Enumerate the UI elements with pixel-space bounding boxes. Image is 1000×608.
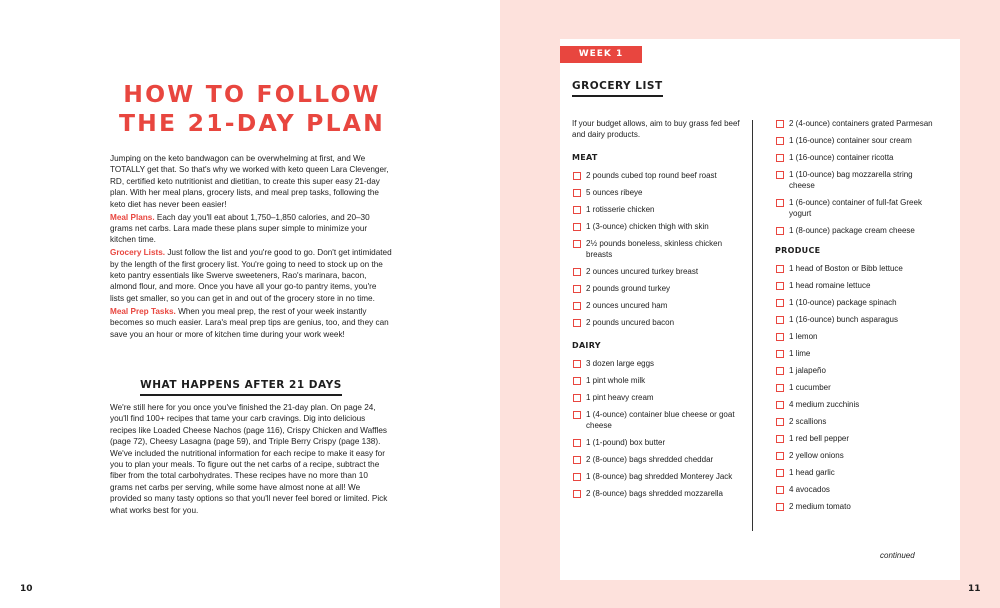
grocery-item-label: 2 pounds ground turkey (586, 284, 671, 293)
grocery-item[interactable] (572, 454, 740, 465)
grocery-item-label: 1 (8-ounce) bag shredded Monterey Jack (586, 472, 733, 481)
grocery-item-label: 2½ pounds boneless, skinless chicken breasts (586, 239, 723, 259)
grocery-item[interactable] (775, 297, 935, 308)
grocery-lists-label: Grocery Lists. (110, 248, 166, 258)
grocery-item[interactable] (775, 314, 935, 325)
grocery-item-label: 1 pint heavy cream (586, 393, 654, 402)
grocery-item-label: 4 medium zucchinis (789, 400, 860, 409)
checkbox-icon[interactable] (776, 282, 784, 290)
grocery-lists-text: Just follow the list and you're good to go. Don't get intimidated by the length of the first grocery list. You're going to need to stock up on the keto pantry essentials like Swerve sweeteners, Rao's marinara, bacon, almond flour, and more. Once you have all your go-to pantry items, you're lists get smaller, so you can get in and out of the grocery store in no time. (110, 248, 392, 303)
checkbox-icon[interactable] (573, 360, 581, 368)
checkbox-icon[interactable] (573, 223, 581, 231)
checkbox-icon[interactable] (776, 367, 784, 375)
grocery-item-label: 1 head garlic (789, 468, 835, 477)
checkbox-icon[interactable] (573, 189, 581, 197)
checkbox-icon[interactable] (776, 137, 784, 145)
grocery-item-label: 2 (4-ounce) containers grated Parmesan (789, 119, 933, 128)
grocery-item-label: 1 red bell pepper (789, 434, 850, 443)
checkbox-icon[interactable] (573, 394, 581, 402)
checkbox-icon[interactable] (573, 172, 581, 180)
grocery-item[interactable] (572, 317, 740, 328)
checkbox-icon[interactable] (573, 319, 581, 327)
grocery-item-label: 1 (4-ounce) container blue cheese or goat cheese (586, 410, 735, 430)
budget-note: If your budget allows, aim to buy grass fed beef and dairy products. (572, 119, 740, 139)
grocery-item[interactable] (572, 300, 740, 311)
checkbox-icon[interactable] (573, 473, 581, 481)
category-produce: PRODUCE (775, 246, 821, 255)
checkbox-icon[interactable] (573, 411, 581, 419)
grocery-item[interactable] (775, 135, 935, 146)
checkbox-icon[interactable] (776, 199, 784, 207)
checkbox-icon[interactable] (573, 285, 581, 293)
grocery-item[interactable] (775, 331, 935, 342)
grocery-item[interactable] (775, 399, 935, 410)
grocery-item[interactable] (572, 392, 740, 403)
grocery-item[interactable] (775, 450, 935, 461)
grocery-item[interactable] (572, 358, 740, 369)
continued-label: continued (880, 551, 915, 560)
grocery-item-label: 1 pint whole milk (586, 376, 646, 385)
grocery-item[interactable] (775, 365, 935, 376)
meat-list (572, 170, 740, 328)
meal-prep-paragraph (110, 306, 392, 340)
checkbox-icon[interactable] (573, 377, 581, 385)
checkbox-icon[interactable] (573, 268, 581, 276)
intro-paragraph: Jumping on the keto bandwagon can be overwhelming at first, and We TOTALLY get that. So that's why we worked with keto queen Lara Clevenger, RD, certified keto nutritionist and dietitian, to create this super easy 21-day plan. With her meal plans, grocery lists, and meal prep tasks, following the keto diet has never been easier! (110, 154, 389, 209)
grocery-item-label: 1 head romaine lettuce (789, 281, 871, 290)
checkbox-icon[interactable] (573, 206, 581, 214)
dairy-list (572, 358, 740, 499)
grocery-item-label: 1 lemon (789, 332, 818, 341)
grocery-item-label: 1 (3-ounce) chicken thigh with skin (586, 222, 709, 231)
grocery-item[interactable] (572, 266, 740, 277)
checkbox-icon[interactable] (573, 240, 581, 248)
meal-prep-label: Meal Prep Tasks. (110, 306, 176, 316)
grocery-item-label: 1 jalapeño (789, 366, 826, 375)
checkbox-icon[interactable] (776, 171, 784, 179)
page-title (112, 80, 392, 138)
grocery-item-label: 2 pounds cubed top round beef roast (586, 171, 717, 180)
checkbox-icon[interactable] (776, 120, 784, 128)
grocery-item[interactable] (572, 204, 740, 215)
grocery-item[interactable] (775, 501, 935, 512)
checkbox-icon[interactable] (573, 439, 581, 447)
meal-plans-paragraph (110, 212, 392, 246)
checkbox-icon[interactable] (776, 350, 784, 358)
checkbox-icon[interactable] (776, 452, 784, 460)
checkbox-icon[interactable] (776, 486, 784, 494)
after-21-days-paragraph: We're still here for you once you've finished the 21-day plan. On page 24, you'll find 100+ recipes that tame your carb cravings. Dig into delicious recipes like Loaded Cheese Nachos (page 116), Crispy Chicken and Waffles (page 72), Cheesy Lasagna (page 59), and Triple Berry Crispy (page 138). We've included the nutritional information for each recipe to make it easy for you to plan your meals. To figure out the net carbs of a recipe, subtract the fiber from the total carbohydrates. These recipes have no more than 10 grams net carbs per serving, while some have almost none at all! We provided so many tasty options so that you'll never feel bored or limited. Pick what works best for you. (110, 403, 388, 515)
checkbox-icon[interactable] (776, 469, 784, 477)
grocery-item-label: 2 ounces uncured turkey breast (586, 267, 699, 276)
grocery-item[interactable] (572, 170, 740, 181)
checkbox-icon[interactable] (776, 503, 784, 511)
after-21-days-heading: WHAT HAPPENS AFTER 21 DAYS (140, 379, 342, 396)
grocery-item[interactable] (572, 221, 740, 232)
grocery-item-label: 1 (8-ounce) package cream cheese (789, 226, 915, 235)
category-dairy: DAIRY (572, 341, 601, 350)
grocery-item-label: 2 yellow onions (789, 451, 844, 460)
grocery-item-label: 2 medium tomato (789, 502, 851, 511)
column-divider (752, 120, 753, 531)
grocery-item-label: 1 lime (789, 349, 811, 358)
category-meat: MEAT (572, 153, 598, 162)
grocery-item[interactable] (775, 118, 935, 129)
checkbox-icon[interactable] (776, 401, 784, 409)
grocery-item-label: 1 (6-ounce) container of full-fat Greek yogurt (789, 198, 922, 218)
dairy-continued-list (775, 118, 935, 236)
grocery-item-label: 5 ounces ribeye (586, 188, 643, 197)
grocery-item[interactable] (572, 409, 740, 431)
checkbox-icon[interactable] (776, 333, 784, 341)
grocery-item[interactable] (572, 471, 740, 482)
grocery-lists-paragraph (110, 247, 392, 304)
grocery-item-label: 1 head of Boston or Bibb lettuce (789, 264, 903, 273)
meal-plans-label: Meal Plans. (110, 212, 155, 222)
grocery-item[interactable] (775, 197, 935, 219)
grocery-item-label: 1 (16-ounce) container ricotta (789, 153, 894, 162)
grocery-list-title: GROCERY LIST (572, 80, 663, 97)
grocery-item[interactable] (775, 348, 935, 359)
checkbox-icon[interactable] (776, 227, 784, 235)
checkbox-icon[interactable] (573, 302, 581, 310)
grocery-item[interactable] (572, 375, 740, 386)
page-number-left: 10 (20, 584, 33, 594)
meal-prep-text: When you meal prep, the rest of your week instantly becomes so much easier. Lara's meal prep tips are genius, too, and they can save you an hour or more of kitchen time during your work week! (110, 306, 389, 339)
grocery-item-label: 1 (1-pound) box butter (586, 438, 666, 447)
produce-list (775, 263, 935, 512)
page-number-right: 11 (968, 584, 981, 594)
grocery-item[interactable] (775, 382, 935, 393)
grocery-item-label: 2 pounds uncured bacon (586, 318, 675, 327)
grocery-item-label: 2 (8-ounce) bags shredded mozzarella (586, 489, 723, 498)
grocery-item-label: 1 (10-ounce) package spinach (789, 298, 897, 307)
grocery-item-label: 2 scallions (789, 417, 827, 426)
grocery-column-left (572, 118, 740, 505)
grocery-item[interactable] (775, 433, 935, 444)
grocery-item-label: 1 cucumber (789, 383, 831, 392)
grocery-item[interactable] (775, 484, 935, 495)
checkbox-icon[interactable] (776, 384, 784, 392)
grocery-item[interactable] (775, 280, 935, 291)
intro-section (110, 153, 392, 342)
grocery-column-right (775, 118, 935, 518)
grocery-item-label: 1 (10-ounce) bag mozzarella string cheese (789, 170, 913, 190)
grocery-item[interactable] (775, 467, 935, 478)
grocery-item[interactable] (775, 263, 935, 274)
grocery-item[interactable] (572, 283, 740, 294)
grocery-item[interactable] (572, 238, 740, 260)
grocery-item-label: 3 dozen large eggs (586, 359, 655, 368)
checkbox-icon[interactable] (573, 456, 581, 464)
grocery-item[interactable] (775, 169, 935, 191)
grocery-item[interactable] (775, 225, 935, 236)
title-line-2: THE 21-DAY PLAN (118, 109, 386, 137)
checkbox-icon[interactable] (776, 316, 784, 324)
grocery-item-label: 1 (16-ounce) container sour cream (789, 136, 912, 145)
grocery-item[interactable] (572, 437, 740, 448)
grocery-item-label: 2 ounces uncured ham (586, 301, 668, 310)
grocery-item-label: 1 (16-ounce) bunch asparagus (789, 315, 898, 324)
grocery-item-label: 1 rotisserie chicken (586, 205, 655, 214)
title-line-1: HOW TO FOLLOW (123, 80, 381, 108)
checkbox-icon[interactable] (776, 299, 784, 307)
checkbox-icon[interactable] (573, 490, 581, 498)
checkbox-icon[interactable] (776, 418, 784, 426)
grocery-item-label: 4 avocados (789, 485, 830, 494)
week-badge: WEEK 1 (560, 46, 642, 63)
grocery-item-label: 2 (8-ounce) bags shredded cheddar (586, 455, 714, 464)
checkbox-icon[interactable] (776, 154, 784, 162)
grocery-item[interactable] (572, 187, 740, 198)
grocery-item[interactable] (572, 488, 740, 499)
checkbox-icon[interactable] (776, 435, 784, 443)
grocery-item[interactable] (775, 152, 935, 163)
checkbox-icon[interactable] (776, 265, 784, 273)
meal-plans-text: Each day you'll eat about 1,750–1,850 calories, and 20–30 grams net carbs. Lara made these plans super simple to minimize your kitchen time. (110, 212, 370, 245)
grocery-item[interactable] (775, 416, 935, 427)
